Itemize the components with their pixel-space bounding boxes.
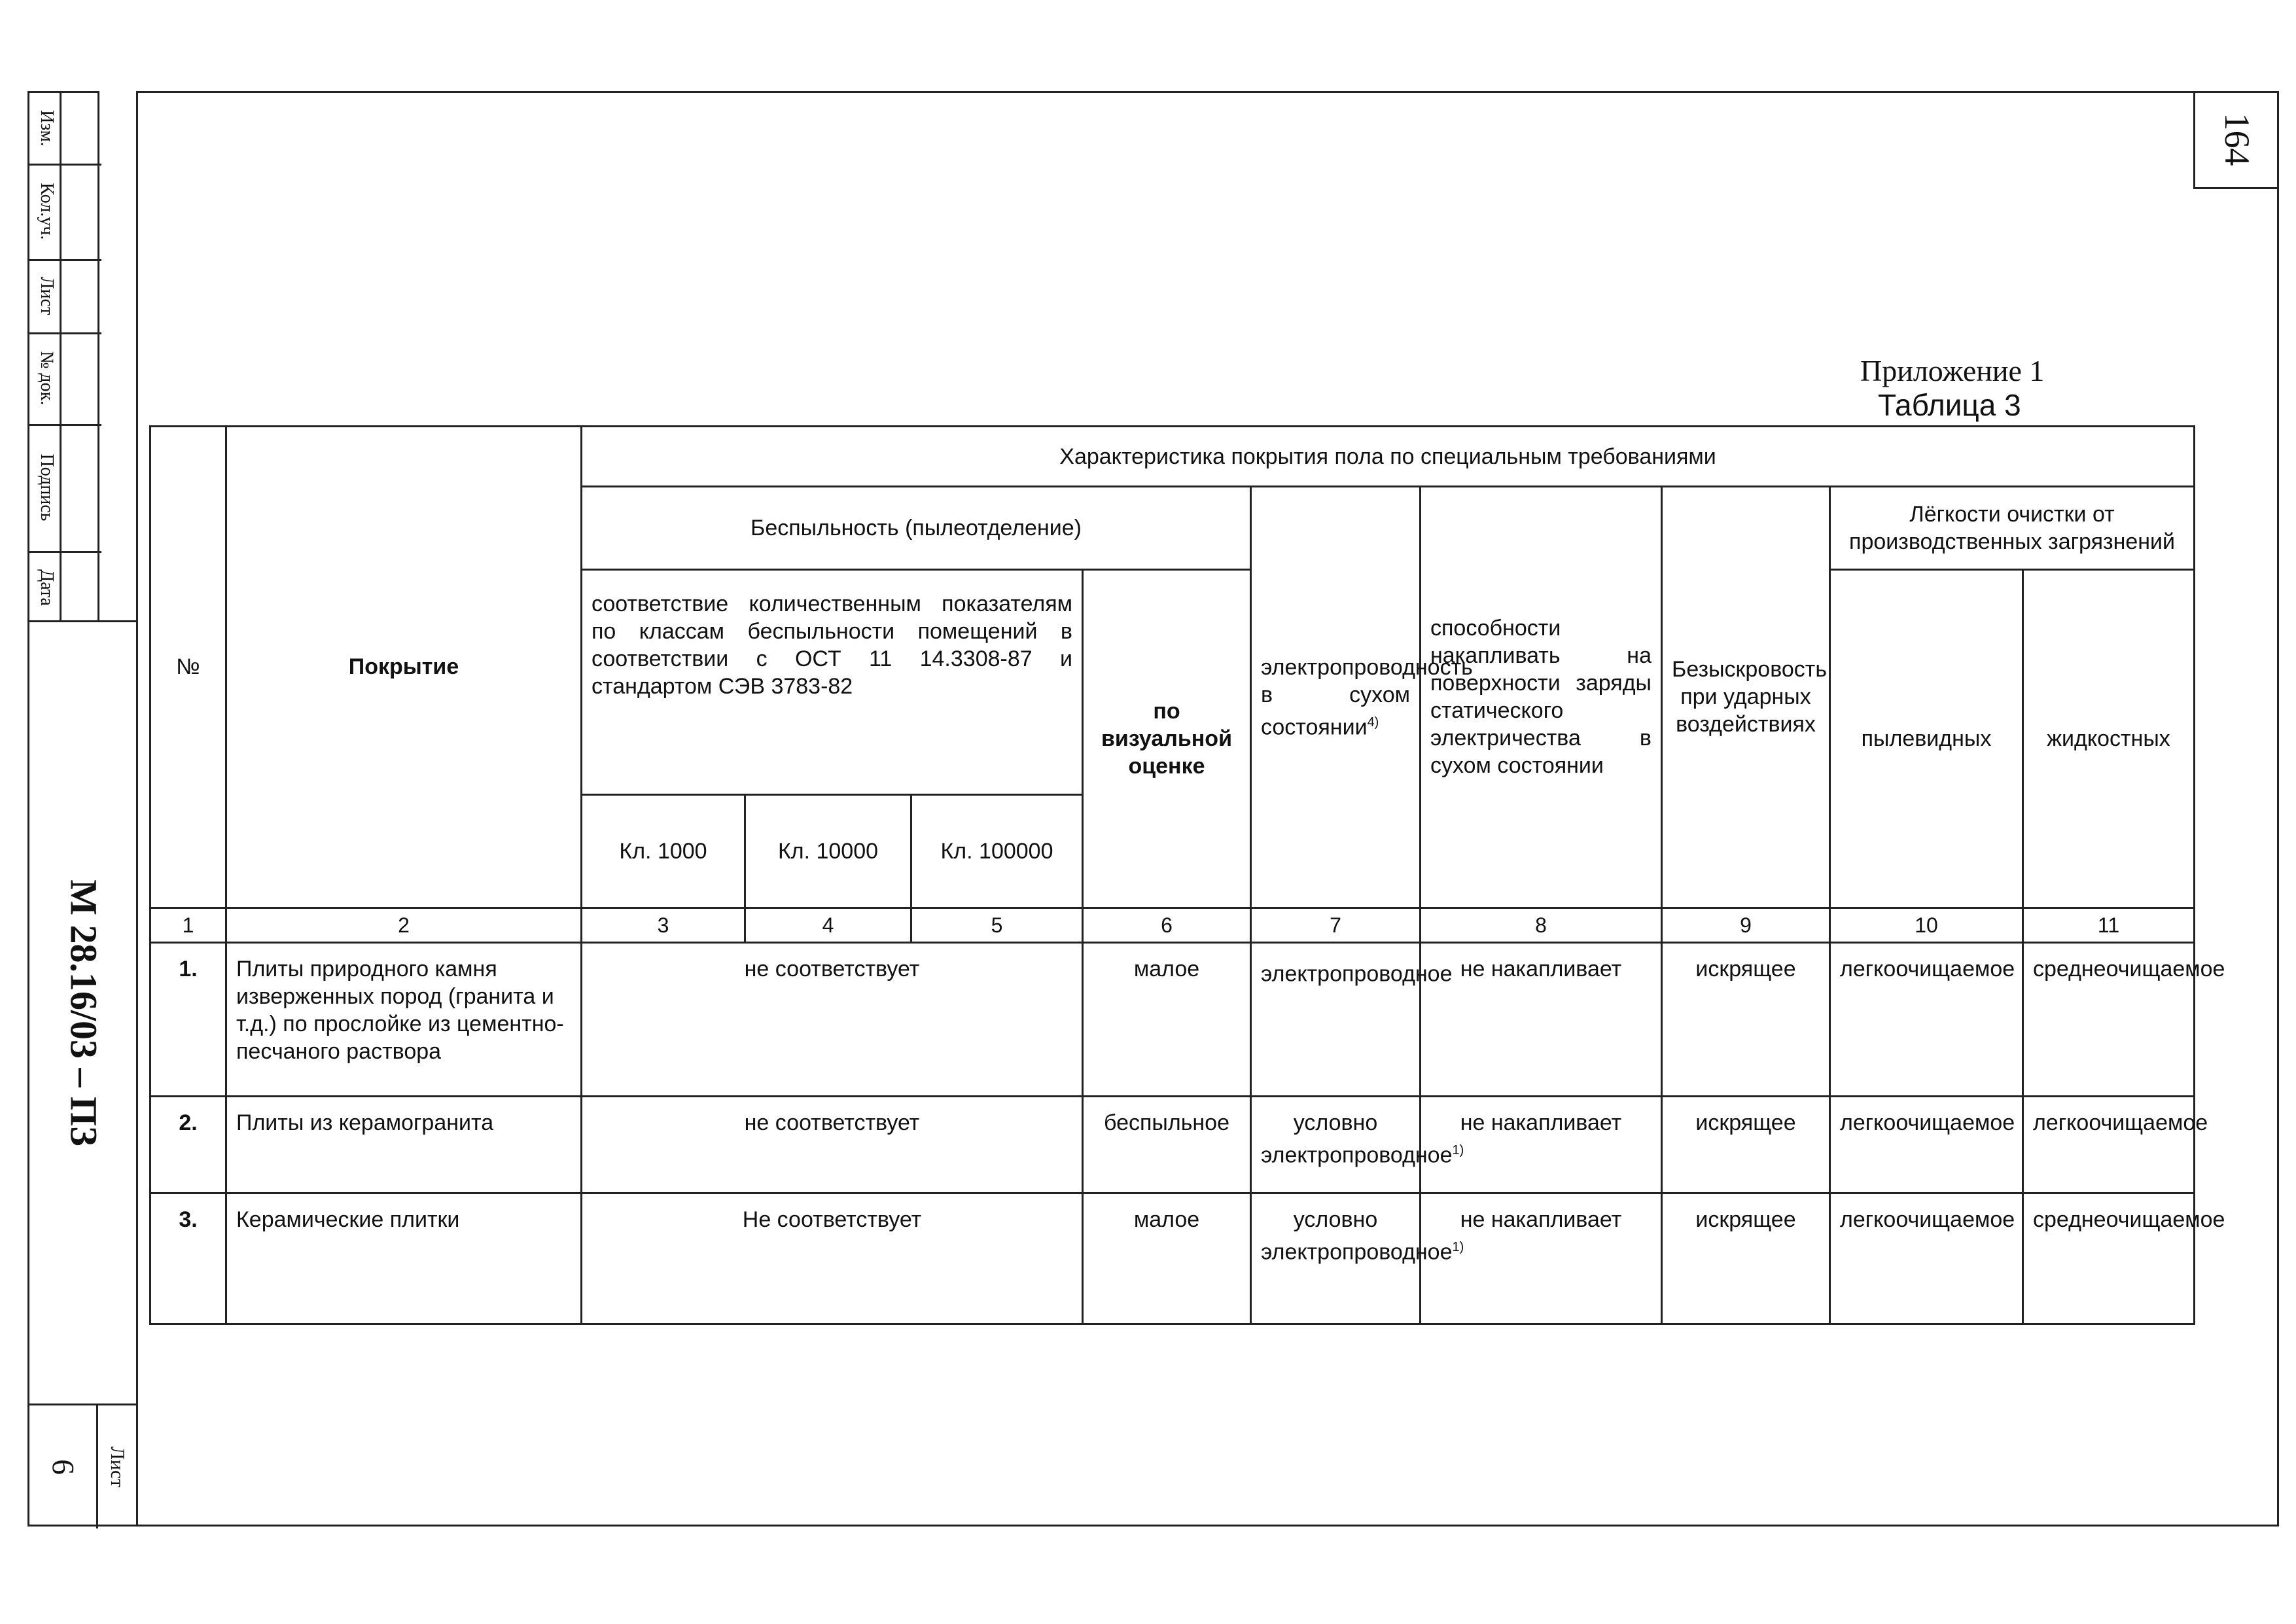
row-conductivity-note: 1) xyxy=(1452,1142,1464,1157)
coating-table xyxy=(149,425,2225,1325)
header-coating: Покрытие xyxy=(226,427,582,908)
row-compliance: Не соответствует xyxy=(582,1193,1083,1324)
row-dusty: легкоочищаемое xyxy=(1830,1193,2023,1324)
stamp-label-date: Дата xyxy=(37,569,57,606)
row-coating: Керамические плитки xyxy=(226,1193,582,1324)
column-number: 9 xyxy=(1662,908,1830,942)
row-conductivity xyxy=(1251,1193,1464,1324)
column-number: 10 xyxy=(1830,908,2023,942)
header-characteristic: Характеристика покрытия пола по специальным требованиями xyxy=(582,427,2195,487)
row-dusty: легкоочищаемое xyxy=(1830,942,2023,1096)
column-number: 5 xyxy=(911,908,1083,942)
stamp-doc-code-box xyxy=(27,620,138,1405)
row-spark: искрящее xyxy=(1662,942,1830,1096)
row-conductivity-note: 1) xyxy=(1452,1240,1464,1255)
sheet-label: Лист xyxy=(107,1446,128,1488)
row-liquid: легкоочищаемое xyxy=(2023,1096,2195,1193)
header-dustless: Беспыльность (пылеотделение) xyxy=(582,487,1251,569)
row-coating: Плиты из керамогранита xyxy=(226,1096,582,1193)
row-dusty: легкоочищаемое xyxy=(1830,1096,2023,1193)
column-number: 7 xyxy=(1251,908,1421,942)
row-compliance: не соответствует xyxy=(582,1096,1083,1193)
header-sparkless: Безыскровость при ударных воздействиях xyxy=(1662,487,1830,908)
column-number: 3 xyxy=(582,908,745,942)
column-number: 4 xyxy=(745,908,911,942)
header-visual: по визуальной оценке xyxy=(1083,569,1251,908)
stamp-label-list: Лист xyxy=(37,276,57,315)
header-conductivity-text: электропроводность в сухом состоянии xyxy=(1261,654,1473,740)
header-compliance: соответствие количественным показателям по классам беспыльности помещений в соответствии с ОСТ 11 14.3308-87 и стандартом СЭВ 3783-82 xyxy=(582,569,1083,794)
stamp-values-column xyxy=(60,91,99,622)
row-no: 2. xyxy=(150,1096,226,1193)
row-spark: искрящее xyxy=(1662,1193,1830,1324)
header-static: способности накапливать на поверхности заряды статического электричества в сухом состоянии xyxy=(1421,487,1662,908)
row-conductivity xyxy=(1251,942,1453,1096)
page-number: 164 xyxy=(2217,113,2257,166)
appendix-label: Приложение 1 xyxy=(1860,354,2045,387)
header-dusty: пылевидных xyxy=(1830,569,2023,908)
header-conductivity xyxy=(1251,487,1473,908)
table-row xyxy=(150,942,2195,1096)
stamp-label-izm: Изм. xyxy=(37,110,57,147)
column-number: 11 xyxy=(2023,908,2195,942)
stamp-sheet-box xyxy=(27,1403,138,1527)
row-liquid: среднеочищаемое xyxy=(2023,1193,2195,1324)
row-static: не накапливает xyxy=(1421,942,1662,1096)
row-static: не накапливает xyxy=(1421,1193,1662,1324)
row-conductivity-text: условно электропроводное xyxy=(1261,1110,1453,1168)
row-liquid: среднеочищаемое xyxy=(2023,942,2195,1096)
table-row xyxy=(150,1193,2195,1324)
doc-code: М 28.16/03 – ПЗ xyxy=(62,879,105,1146)
row-conductivity xyxy=(1251,1096,1464,1193)
header-ease-cleaning: Лёгкости очистки от производственных загрязнений xyxy=(1830,487,2195,569)
row-conductivity-text: условно электропроводное xyxy=(1261,1207,1453,1265)
table-row xyxy=(150,1096,2195,1193)
header-class-10000: Кл. 10000 xyxy=(745,795,911,908)
stamp-label-signature: Подпись xyxy=(37,453,57,521)
stamp-label-kol-uch: Кол.уч. xyxy=(37,183,57,240)
row-coating: Плиты природного камня изверженных пород (гранита и т.д.) по прослойке из цементно-песчаного раствора xyxy=(226,942,582,1096)
row-no: 3. xyxy=(150,1193,226,1324)
row-visual: малое xyxy=(1083,1193,1251,1324)
row-visual: беспыльное xyxy=(1083,1096,1251,1193)
stamp-labels-column xyxy=(27,91,62,622)
stamp-label-doc-no: № док. xyxy=(37,351,57,406)
table-title: Таблица 3 xyxy=(1878,388,2021,422)
header-class-1000: Кл. 1000 xyxy=(582,795,745,908)
header-no: № xyxy=(150,427,226,908)
column-number: 1 xyxy=(150,908,226,942)
column-number: 6 xyxy=(1083,908,1251,942)
column-number: 2 xyxy=(226,908,582,942)
row-no: 1. xyxy=(150,942,226,1096)
row-compliance: не соответствует xyxy=(582,942,1083,1096)
row-static: не накапливает xyxy=(1421,1096,1662,1193)
row-visual: малое xyxy=(1083,942,1251,1096)
sheet-number: 6 xyxy=(45,1459,80,1475)
header-conductivity-note: 4) xyxy=(1367,715,1379,730)
header-class-100000: Кл. 100000 xyxy=(911,795,1083,908)
page-number-box xyxy=(2193,91,2279,189)
column-number: 8 xyxy=(1421,908,1662,942)
row-spark: искрящее xyxy=(1662,1096,1830,1193)
header-liquid: жидкостных xyxy=(2023,569,2195,908)
row-conductivity-text: электропроводное xyxy=(1261,961,1453,987)
